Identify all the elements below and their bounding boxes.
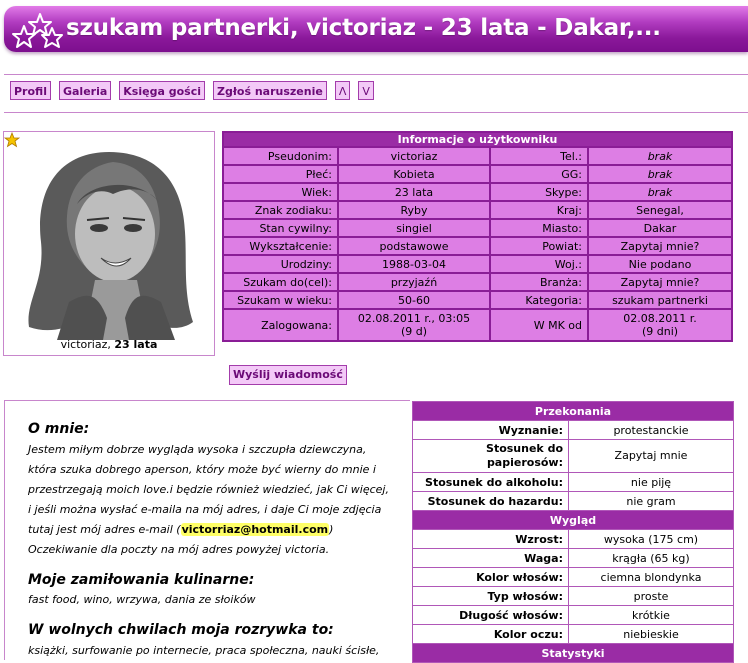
info-key: Wiek:: [223, 183, 338, 201]
trait-value: ciemna blondynka: [569, 568, 734, 587]
info-row: [223, 219, 732, 237]
about-text-after: ) Oczekiwanie dla poczty na mój adres powyżej victoria.: [28, 523, 334, 556]
trait-key: Kolor oczu:: [413, 625, 569, 644]
about-text-before: Jestem miłym dobrze wygląda wysoka i szczupła dziewczyna, która szuka dobrego aperson, który może być wierny do mnie i przestrzegają moich love.i będzie również wiedzieć, jak Ci więcej, i jeśli można wysłać e-maila na mój adres, i daje Ci moje zdjęcia tutaj jest mój adres e-mail (: [28, 443, 389, 536]
info-value: 50-60: [338, 291, 490, 309]
info-key: Szukam do(cel):: [223, 273, 338, 291]
trait-value: Zapytaj mnie: [569, 440, 734, 473]
info-row: [223, 291, 732, 309]
trait-value: proste: [569, 587, 734, 606]
info-row: [223, 237, 732, 255]
info-key: GG:: [490, 165, 588, 183]
info-key: Tel.:: [490, 147, 588, 165]
info-value: [338, 309, 490, 341]
info-key: Miasto:: [490, 219, 588, 237]
trait-row: [413, 587, 734, 606]
info-row: [223, 147, 732, 165]
about-heading: O mnie:: [28, 421, 90, 437]
info-value: podstawowe: [338, 237, 490, 255]
profile-photo-box: [3, 131, 215, 356]
about-text: [28, 440, 394, 560]
trait-key: Wzrost:: [413, 530, 569, 549]
info-key: Szukam w wieku:: [223, 291, 338, 309]
info-value: singiel: [338, 219, 490, 237]
info-row: [223, 273, 732, 291]
info-value: przyjaźń: [338, 273, 490, 291]
info-value: Kobieta: [338, 165, 490, 183]
send-message-button[interactable]: Wyślij wiadomość: [229, 365, 347, 385]
info-key: Branża:: [490, 273, 588, 291]
info-value: Nie podano: [588, 255, 732, 273]
member-since-date: 02.08.2011 r.: [623, 312, 697, 325]
info-key: Stan cywilny:: [223, 219, 338, 237]
stats-heading: Statystyki: [413, 644, 734, 663]
trait-value: krągła (65 kg): [569, 549, 734, 568]
trait-key: Waga:: [413, 549, 569, 568]
info-value: brak: [588, 165, 732, 183]
info-key: W MK od: [490, 309, 588, 341]
food-heading: Moje zamiłowania kulinarne:: [28, 572, 255, 588]
info-key: Kategoria:: [490, 291, 588, 309]
trait-row: [413, 473, 734, 492]
member-since-days: (9 dni): [641, 325, 679, 338]
info-value: szukam partnerki: [588, 291, 732, 309]
caption-name: victoriaz,: [60, 338, 111, 351]
info-key: Zalogowana:: [223, 309, 338, 341]
trait-row: [413, 440, 734, 473]
food-text: fast food, wino, wrzywa, dania ze słoików: [28, 593, 256, 606]
email-link[interactable]: victorriaz@hotmail.com: [181, 523, 329, 536]
login-ago: (9 d): [400, 325, 428, 338]
nav-gallery-button[interactable]: Galeria: [59, 81, 111, 100]
trait-key: Stosunek do hazardu:: [413, 492, 569, 511]
trait-value: wysoka (175 cm): [569, 530, 734, 549]
info-key: Pseudonim:: [223, 147, 338, 165]
info-value: Ryby: [338, 201, 490, 219]
info-value: Senegal,: [588, 201, 732, 219]
trait-value: protestanckie: [569, 421, 734, 440]
trait-row: [413, 421, 734, 440]
info-value: victoriaz: [338, 147, 490, 165]
info-key: Kraj:: [490, 201, 588, 219]
nav-up-button[interactable]: Λ: [335, 81, 351, 100]
trait-value: krótkie: [569, 606, 734, 625]
trait-row: [413, 492, 734, 511]
info-row: [223, 201, 732, 219]
nav-report-button[interactable]: Zgłoś naruszenie: [213, 81, 327, 100]
info-row: [223, 165, 732, 183]
trait-key: Długość włosów:: [413, 606, 569, 625]
info-value: brak: [588, 183, 732, 201]
trait-key: Kolor włosów:: [413, 568, 569, 587]
trait-value: nie gram: [569, 492, 734, 511]
info-heading: Informacje o użytkowniku: [223, 132, 732, 147]
look-heading: Wygląd: [413, 511, 734, 530]
login-date: 02.08.2011 r., 03:05: [357, 312, 471, 325]
nav-profile-button[interactable]: Profil: [10, 81, 51, 100]
trait-value: niebieskie: [569, 625, 734, 644]
trait-row: [413, 606, 734, 625]
info-key: Woj.:: [490, 255, 588, 273]
caption-age: 23 lata: [114, 338, 158, 351]
info-value: Dakar: [588, 219, 732, 237]
info-row: [223, 183, 732, 201]
traits-table: [412, 401, 734, 663]
trait-key: Wyznanie:: [413, 421, 569, 440]
info-value: Zapytaj mnie?: [588, 273, 732, 291]
photo-caption: [4, 338, 214, 351]
title-banner: [4, 6, 748, 52]
trait-value: nie piję: [569, 473, 734, 492]
divider: [4, 74, 748, 75]
beliefs-heading: Przekonania: [413, 402, 734, 421]
trait-row: [413, 625, 734, 644]
stars-icon: [10, 12, 64, 50]
info-key: Urodziny:: [223, 255, 338, 273]
info-key: Płeć:: [223, 165, 338, 183]
info-value: Zapytaj mnie?: [588, 237, 732, 255]
trait-key: Stosunek do papierosów:: [413, 440, 569, 473]
trait-row: [413, 530, 734, 549]
nav-down-button[interactable]: V: [358, 81, 374, 100]
info-key: Wykształcenie:: [223, 237, 338, 255]
hobby-text: książki, surfowanie po internecie, praca społeczna, nauki ścisłe,: [28, 644, 380, 657]
info-row: [223, 255, 732, 273]
info-key: Skype:: [490, 183, 588, 201]
trait-key: Stosunek do alkoholu:: [413, 473, 569, 492]
page-title: szukam partnerki, victoriaz - 23 lata - Dakar,...: [66, 15, 661, 41]
trait-key: Typ włosów:: [413, 587, 569, 606]
profile-nav: [10, 81, 374, 100]
info-key: Znak zodiaku:: [223, 201, 338, 219]
info-value: brak: [588, 147, 732, 165]
divider: [4, 112, 748, 113]
info-value: 1988-03-04: [338, 255, 490, 273]
avatar-placeholder-image[interactable]: [17, 142, 205, 340]
info-value: [588, 309, 732, 341]
trait-row: [413, 568, 734, 587]
info-row: [223, 309, 732, 341]
user-info-table: [222, 131, 733, 342]
info-key: Powiat:: [490, 237, 588, 255]
info-value: 23 lata: [338, 183, 490, 201]
trait-row: [413, 549, 734, 568]
hobby-heading: W wolnych chwilach moja rozrywka to:: [28, 622, 334, 638]
nav-guestbook-button[interactable]: Księga gości: [119, 81, 205, 100]
